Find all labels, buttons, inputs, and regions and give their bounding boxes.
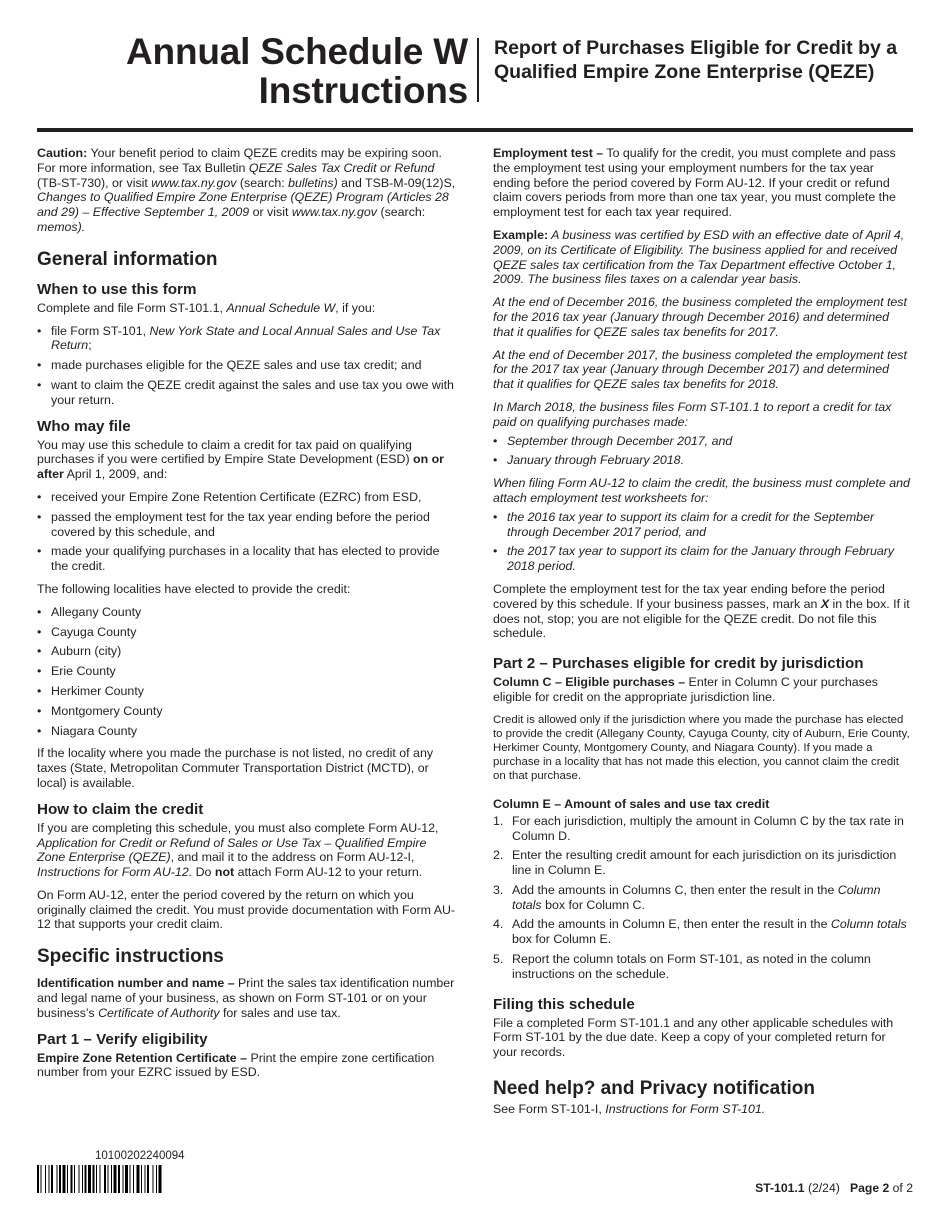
locality-item: • Allegany County: [37, 605, 457, 620]
barcode-bar: [111, 1165, 112, 1193]
complete-text: in the box. If it does not, stop; you are not eligible for the QEZE credit. Do not file this schedule.: [493, 596, 910, 641]
search-term: memos).: [37, 219, 86, 234]
step-text: Enter the resulting credit amount for each jurisdiction on its jurisdiction line in Column E.: [512, 848, 897, 878]
help-heading: Need help? and Privacy notification: [493, 1078, 816, 1100]
title-line-2: Instructions: [258, 70, 468, 111]
example-text: In March 2018, the business files Form ST-101.1 to report a credit for tax paid on qualifying purchases made:: [493, 399, 892, 429]
step-text: Add the amounts in Column E, then enter the result in the: [512, 917, 831, 932]
barcode-bar: [114, 1165, 117, 1193]
step-text: box for Column C.: [541, 897, 645, 912]
barcode-bar: [41, 1165, 42, 1193]
step-text: Report the column totals on Form ST-101, as noted in the column instructions on the schedule.: [512, 952, 871, 981]
barcode-bar: [37, 1165, 39, 1193]
barcode-bar: [137, 1165, 140, 1193]
list-item: • want to claim the QEZE credit against the sales and use tax you owe with your return.: [37, 378, 457, 408]
column-c-paragraph: [493, 675, 913, 705]
title-line-1: Annual Schedule W: [126, 31, 468, 72]
locality-item: • Montgomery County: [37, 704, 457, 719]
barcode-bar: [45, 1165, 46, 1193]
barcode-bar: [88, 1165, 91, 1193]
form-name: New York State and Local Annual Sales and Use Tax Return: [51, 323, 441, 353]
step-number: 4.: [493, 917, 504, 932]
barcode-bar: [51, 1165, 53, 1193]
title-divider: [477, 38, 479, 102]
barcode-bar: [67, 1165, 68, 1193]
bulletin-title: QEZE Sales Tax Credit or Refund: [248, 160, 435, 175]
column-e-heading: Column E – Amount of sales and use tax credit: [493, 796, 770, 811]
example-bullets-2: [493, 510, 913, 574]
help-text: See Form ST-101-I,: [493, 1102, 606, 1117]
form-id: ST-101.1: [755, 1181, 805, 1195]
locality-item: • Auburn (city): [37, 644, 457, 659]
caution-paragraph: [37, 146, 457, 235]
identification-paragraph: [37, 976, 457, 1020]
step-item: [493, 883, 913, 913]
form-name: Application for Credit or Refund of Sales or Use Tax – Qualified Empire Zone Enterprise (QEZE): [37, 835, 427, 865]
complete-test-paragraph: [493, 582, 913, 641]
list-item-text: the 2017 tax year to support its claim for the January through February 2018 period.: [507, 544, 895, 574]
left-column: [37, 146, 457, 1088]
part-1-heading: Part 1 – Verify eligibility: [37, 1030, 208, 1048]
locality-item: • Herkimer County: [37, 684, 457, 699]
list-item: • received your Empire Zone Retention Certificate (EZRC) from ESD,: [37, 490, 457, 505]
caution-text: (search:: [377, 205, 426, 220]
list-item-text: file Form ST-101,: [51, 323, 150, 338]
step-emphasis: Column totals: [830, 917, 907, 932]
page-footer: [755, 1181, 913, 1195]
when-intro-text: Complete and file Form ST-101.1,: [37, 300, 227, 315]
example-text: When filing Form AU-12 to claim the credit, the business must complete and attach employment test worksheets for:: [493, 476, 910, 505]
ezrc-text: Print the empire zone certification number from your EZRC issued by ESD.: [37, 1050, 435, 1080]
example-paragraph: [493, 228, 913, 287]
identification-text: Print the sales tax identification number and legal name of your business, as shown on Form ST-101 or on your business’s: [37, 976, 455, 1020]
step-emphasis: Column totals: [512, 882, 881, 912]
caution-text: or visit: [249, 205, 292, 220]
who-may-file-heading: Who may file: [37, 417, 131, 435]
form-name: Instructions for Form ST-101.: [605, 1102, 766, 1117]
barcode-bar: [133, 1165, 134, 1193]
barcode-bar: [104, 1165, 106, 1193]
list-item-text: ;: [88, 338, 92, 353]
list-item: • made your qualifying purchases in a locality that has elected to provide the credit.: [37, 544, 457, 574]
caution-label: Caution:: [37, 146, 88, 160]
search-term: bulletins): [288, 175, 338, 190]
barcode-bar: [82, 1165, 83, 1193]
barcode-bar: [141, 1165, 142, 1193]
column-e-steps: [493, 814, 913, 982]
who-intro-text: April 1, 2009, and:: [63, 467, 168, 482]
locality-item: • Niagara County: [37, 724, 457, 739]
how-paragraph-2: On Form AU-12, enter the period covered by the return on which you originally claimed the credit. You must provide documentation with Form AU-12 that supports your credit claim.: [37, 887, 456, 932]
emphasis-text: on or after: [37, 452, 444, 482]
form-name: Annual Schedule W: [226, 300, 336, 315]
right-column: [493, 146, 913, 1125]
barcode-bar: [85, 1165, 87, 1193]
example-paragraph-5: [493, 476, 913, 506]
emphasis-text: not: [214, 865, 235, 880]
document-title: [40, 32, 468, 110]
example-paragraph-2: [493, 295, 913, 339]
filing-paragraph: File a completed Form ST-101.1 and any other applicable schedules with Form ST-101 by the due date. Keep a copy of your completed return for your records.: [493, 1015, 894, 1060]
barcode-bar: [79, 1165, 80, 1193]
how-text: If you are completing this schedule, you must also complete Form AU-12,: [37, 820, 439, 835]
when-to-use-heading: When to use this form: [37, 280, 197, 298]
barcode-number: 10100202240094: [95, 1150, 185, 1162]
example-label: Example:: [493, 227, 549, 242]
localities-intro: The following localities have elected to provide the credit:: [37, 581, 351, 596]
barcode-bar: [71, 1165, 73, 1193]
help-paragraph: [493, 1102, 913, 1117]
step-item: [493, 814, 913, 844]
subtitle-line-1: Report of Purchases Eligible for Credit by a: [494, 37, 898, 59]
column-c-text: Enter in Column C your purchases eligible for credit on the appropriate jurisdiction line.: [493, 675, 878, 704]
header-rule: [37, 128, 913, 132]
barcode-bar: [49, 1165, 50, 1193]
barcode-bar: [153, 1165, 154, 1193]
list-item: [37, 324, 457, 354]
barcode-bar: [108, 1165, 109, 1193]
caution-text: (search:: [236, 175, 289, 190]
example-text: At the end of December 2016, the business completed the employment test for the 2016 tax year (January through December 2016) and determined that it qualifies for QEZE sales tax benefits for 2017.: [493, 295, 907, 339]
specific-instructions-heading: Specific instructions: [37, 946, 224, 968]
employment-test-text: To qualify for the credit, you must complete and pass the employment test using your employment numbers for the tax year ending before the period covered by Form AU-12. If your credit or refund claim covers periods from more than one tax year, you must complete the employment test for each tax year required.: [493, 146, 896, 220]
employment-test-label: Employment test –: [493, 146, 604, 160]
form-name: Instructions for Form AU-12.: [37, 865, 193, 880]
example-text: A business was certified by ESD with an effective date of April 4, 2009, on its Certificate of Eligibility. The business applied for and received QEZE sales tax certification from the Tax Department effective October 1, 2009. The business files taxes on a calendar year basis.: [493, 227, 905, 287]
example-bullets-1: [493, 434, 913, 469]
step-item: [493, 952, 913, 982]
barcode-bar: [93, 1165, 95, 1193]
barcode-bar: [125, 1165, 128, 1193]
barcode-bar: [74, 1165, 75, 1193]
column-c-label: Column C – Eligible purchases –: [493, 675, 686, 690]
general-information-heading: General information: [37, 248, 218, 270]
step-number: 5.: [493, 952, 504, 967]
who-bullet-list: [37, 490, 457, 574]
caution-text: and TSB-M-09(12)S,: [337, 175, 456, 190]
how-to-claim-heading: How to claim the credit: [37, 800, 204, 818]
step-text: box for Column E.: [512, 932, 612, 947]
barcode-bar: [63, 1165, 66, 1193]
caution-text: Your benefit period to claim QEZE credits may be expiring soon. For more information, see Tax Bulletin: [37, 146, 442, 175]
how-text: attach Form AU-12 to your return.: [234, 865, 423, 880]
step-number: 2.: [493, 848, 504, 863]
memo-title: Changes to Qualified Empire Zone Enterprise (QEZE) Program (Articles 28 and 29) – Effective September 1, 2009: [37, 190, 449, 220]
step-text: For each jurisdiction, multiply the amount in Column C by the tax rate in Column D.: [512, 813, 904, 843]
example-paragraph-4: [493, 400, 913, 430]
form-date: (2/24): [807, 1181, 840, 1195]
step-text: Add the amounts in Columns C, then enter the result in the: [512, 882, 838, 897]
x-mark: X: [820, 596, 830, 611]
when-bullet-list: [37, 324, 457, 408]
page-number: Page 2: [849, 1181, 890, 1195]
filing-heading: Filing this schedule: [493, 995, 635, 1013]
locality-item: • Erie County: [37, 664, 457, 679]
step-number: 1.: [493, 813, 504, 828]
credit-allowed-paragraph: Credit is allowed only if the jurisdiction where you made the purchase has elected to provide the credit (Allegany County, Cayuga County, city of Auburn, Erie County, Herkimer County, Montgomery County, and Niagara County). If you made a purchase in a locality that has not made this election, you cannot claim the credit on that purchase.: [493, 713, 910, 782]
how-text: Do: [192, 865, 215, 880]
part-2-heading: Part 2 – Purchases eligible for credit by jurisdiction: [493, 655, 864, 673]
list-item: [493, 510, 913, 540]
who-intro-text: You may use this schedule to claim a credit for tax paid on qualifying purchases if you were certified by Empire State Development (ESD): [37, 437, 414, 467]
barcode-bar: [159, 1165, 162, 1193]
ezrc-label: Empire Zone Retention Certificate –: [37, 1050, 247, 1065]
list-item: [493, 453, 913, 468]
localities-list: [37, 605, 457, 739]
complete-text: Complete the employment test for the tax year ending before the period covered by this schedule. If your business passes, mark an: [493, 581, 885, 611]
website-link-text: www.tax.ny.gov: [151, 175, 237, 190]
barcode-bar: [156, 1165, 157, 1193]
example-text: At the end of December 2017, the business completed the employment test for the 2017 tax year (January through December 2017) and determined that it qualifies for QEZE sales tax benefits for 2018.: [493, 347, 907, 392]
identification-text: for sales and use tax.: [219, 1005, 341, 1020]
barcode-bar: [57, 1165, 58, 1193]
step-item: [493, 848, 913, 878]
document-name: Certificate of Authority: [98, 1005, 220, 1020]
employment-test-paragraph: [493, 146, 913, 220]
list-item: [493, 544, 913, 574]
caution-text: (TB-ST-730), or visit: [37, 175, 152, 190]
barcode-bar: [100, 1165, 101, 1193]
step-number: 3.: [493, 882, 504, 897]
subtitle-line-2: Qualified Empire Zone Enterprise (QEZE): [494, 61, 875, 83]
list-item-text: January through February 2018.: [507, 453, 685, 468]
barcode-bar: [145, 1165, 146, 1193]
identification-label: Identification number and name –: [37, 976, 235, 991]
who-intro: [37, 438, 457, 482]
ezrc-paragraph: [37, 1051, 457, 1081]
when-intro: [37, 301, 457, 316]
barcode-bar: [59, 1165, 61, 1193]
website-link-text: www.tax.ny.gov: [291, 205, 378, 220]
list-item-text: the 2016 tax year to support its claim for a credit for the September through December 2017 period, and: [507, 509, 875, 539]
barcode-bar: [123, 1165, 124, 1193]
barcode-bar: [130, 1165, 131, 1193]
when-intro-text: , if you:: [335, 300, 376, 315]
page-total: of 2: [892, 1181, 913, 1195]
barcode-bar: [96, 1165, 97, 1193]
barcode-bar: [147, 1165, 149, 1193]
barcode: [37, 1165, 249, 1193]
list-item: • made purchases eligible for the QEZE sales and use tax credit; and: [37, 358, 457, 373]
step-item: [493, 917, 913, 947]
how-paragraph-1: [37, 821, 457, 880]
list-item: [493, 434, 913, 449]
barcode-bar: [118, 1165, 120, 1193]
not-listed-paragraph: If the locality where you made the purchase is not listed, no credit of any taxes (State, Metropolitan Commuter Transportation District (MCTD), or local) is available.: [37, 746, 434, 790]
document-subtitle: [494, 36, 934, 84]
how-text: , and mail it to the address on Form AU-12-I,: [170, 850, 415, 865]
list-item: • passed the employment test for the tax year ending before the period covered by this schedule, and: [37, 510, 457, 540]
example-paragraph-3: [493, 348, 913, 392]
locality-item: • Cayuga County: [37, 625, 457, 640]
list-item-text: September through December 2017, and: [507, 433, 733, 448]
